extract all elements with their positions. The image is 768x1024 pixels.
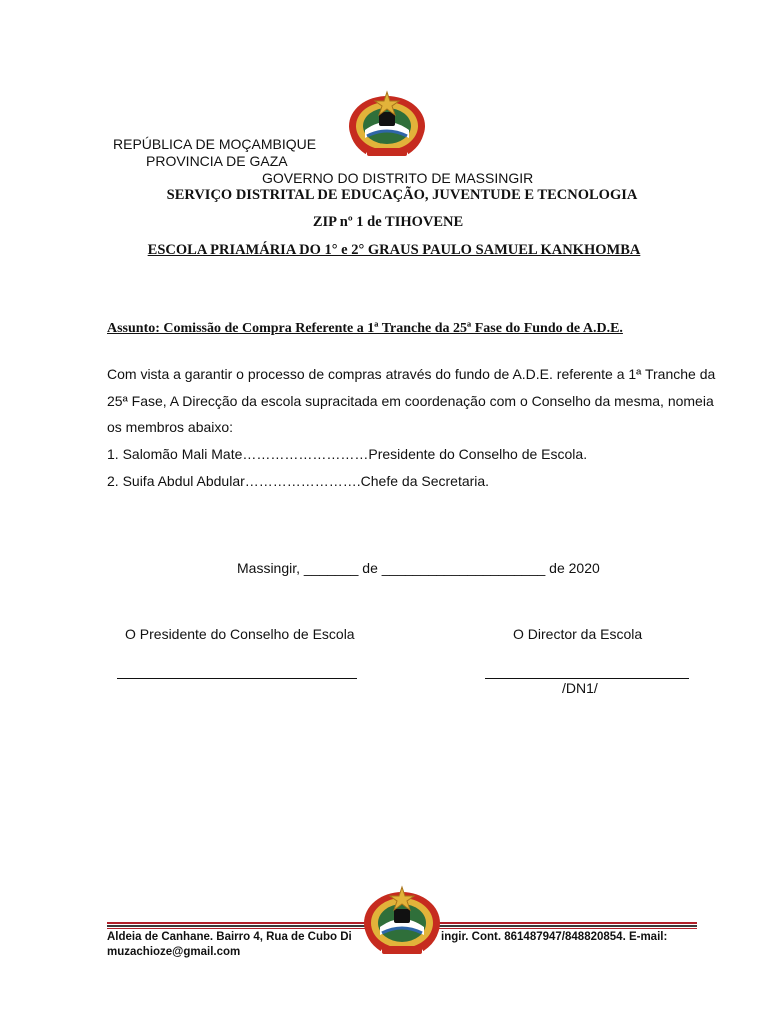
director-signature-line	[485, 678, 689, 679]
member-item-2: 2. Suifa Abdul Abdular…………………….Chefe da Secretaria.	[107, 473, 490, 489]
director-title: O Director da Escola	[513, 626, 643, 642]
body-line-3: os membros abaixo:	[107, 419, 234, 435]
body-line-2: 25ª Fase, A Direcção da escola supracitada em coordenação com o Conselho da mesma, nomeia	[107, 393, 714, 409]
date-line: Massingir, _______ de _____________________ de 2020	[237, 560, 600, 576]
government-name: GOVERNO DO DISTRITO DE MASSINGIR	[262, 170, 534, 186]
mozambique-emblem-footer	[360, 885, 444, 957]
footer-address-right: ingir. Cont. 861487947/848820854. E-mail:	[441, 931, 668, 943]
school-name: ESCOLA PRIAMÁRIA DO 1° e 2° GRAUS PAULO SAMUEL KANKHOMBA	[147, 242, 641, 258]
footer-email: muzachioze@gmail.com	[107, 946, 241, 958]
director-initials: /DN1/	[562, 680, 598, 696]
country-name: REPÚBLICA DE MOÇAMBIQUE	[113, 136, 317, 152]
president-title: O Presidente do Conselho de Escola	[125, 626, 355, 642]
zip-name: ZIP nº 1 de TIHOVENE	[312, 214, 464, 230]
subject-line: Assunto: Comissão de Compra Referente a 1ª Tranche da 25ª Fase do Fundo de A.D.E.	[107, 321, 623, 336]
mozambique-emblem-top	[345, 90, 429, 158]
footer-address-left: Aldeia de Canhane. Bairro 4, Rua de Cubo Di	[107, 931, 352, 943]
body-line-1: Com vista a garantir o processo de compras através do fundo de A.D.E. referente a 1ª Tranche da	[107, 366, 716, 382]
service-name: SERVIÇO DISTRITAL DE EDUCAÇÃO, JUVENTUDE E TECNOLOGIA	[166, 187, 638, 203]
president-signature-line	[117, 678, 357, 679]
member-item-1: 1. Salomão Mali Mate………………………Presidente do Conselho de Escola.	[107, 446, 588, 462]
province-name: PROVINCIA DE GAZA	[146, 153, 288, 169]
